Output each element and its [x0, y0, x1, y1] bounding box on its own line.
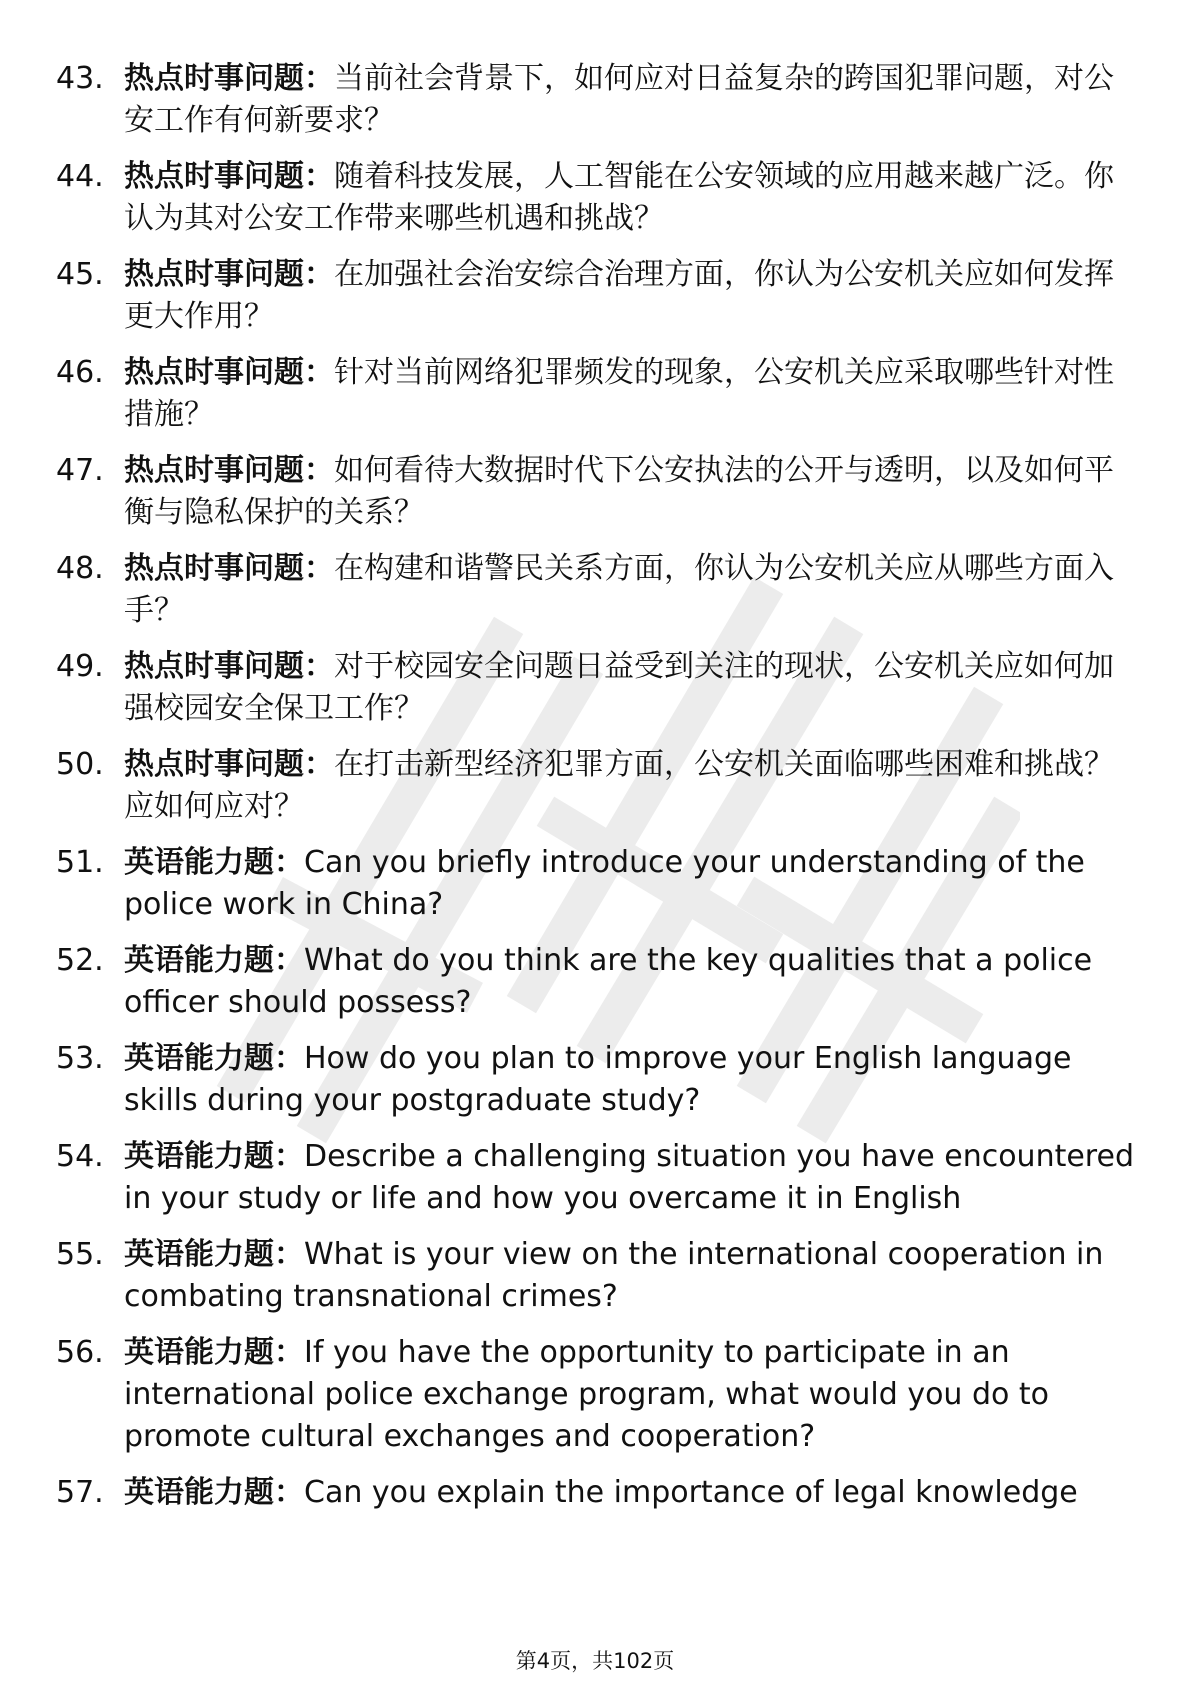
question-item [56, 1038, 1136, 1122]
question-item [56, 1234, 1136, 1318]
question-text: 针对当前网络犯罪频发的现象，公安机关应采取哪些针对性措施？ [124, 355, 1114, 432]
question-item [56, 1332, 1136, 1458]
question-item [56, 1472, 1136, 1514]
question-text: Describe a challenging situation you have encountered in your study or life and how you overcame it in English [124, 1139, 1134, 1216]
question-text: 在打击新型经济犯罪方面，公安机关面临哪些困难和挑战？应如何应对？ [124, 747, 1114, 824]
question-text: 在加强社会治安综合治理方面，你认为公安机关应如何发挥更大作用？ [124, 257, 1114, 334]
question-number: 44. [56, 159, 104, 194]
question-item [56, 352, 1136, 436]
question-item [56, 842, 1136, 926]
question-number: 56. [56, 1335, 104, 1370]
question-number: 48. [56, 551, 104, 586]
question-number: 43. [56, 61, 104, 96]
question-category: 热点时事问题： [124, 159, 334, 194]
question-item [56, 450, 1136, 534]
question-category: 英语能力题： [124, 1139, 304, 1174]
question-list [56, 58, 1136, 1514]
question-text: 如何看待大数据时代下公安执法的公开与透明，以及如何平衡与隐私保护的关系？ [124, 453, 1114, 530]
question-item [56, 1136, 1136, 1220]
question-body [124, 1332, 1136, 1458]
question-body [124, 1038, 1136, 1122]
question-body [124, 842, 1136, 926]
question-category: 英语能力题： [124, 943, 304, 978]
question-category: 英语能力题： [124, 1237, 304, 1272]
question-body [124, 254, 1136, 338]
question-category: 热点时事问题： [124, 747, 334, 782]
question-number: 47. [56, 453, 104, 488]
question-body [124, 450, 1136, 534]
page-footer: 第4页，共102页 [515, 1649, 675, 1673]
question-item [56, 58, 1136, 142]
question-category: 热点时事问题： [124, 257, 334, 292]
question-item [56, 254, 1136, 338]
question-item [56, 646, 1136, 730]
question-item [56, 156, 1136, 240]
question-body [124, 1136, 1136, 1220]
question-body [124, 646, 1136, 730]
question-text: How do you plan to improve your English language skills during your postgraduate study? [124, 1041, 1072, 1118]
question-body [124, 1234, 1136, 1318]
question-text: 对于校园安全问题日益受到关注的现状，公安机关应如何加强校园安全保卫工作？ [124, 649, 1114, 726]
question-body [124, 352, 1136, 436]
question-number: 54. [56, 1139, 104, 1174]
question-category: 英语能力题： [124, 1335, 304, 1370]
question-body [124, 548, 1136, 632]
question-category: 英语能力题： [124, 1041, 304, 1076]
question-item [56, 940, 1136, 1024]
question-number: 50. [56, 747, 104, 782]
question-number: 55. [56, 1237, 104, 1272]
question-text: 当前社会背景下，如何应对日益复杂的跨国犯罪问题，对公安工作有何新要求？ [124, 61, 1114, 138]
question-body [124, 156, 1136, 240]
question-category: 热点时事问题： [124, 61, 334, 96]
question-text: If you have the opportunity to participate in an international police exchange program, what would you do to promote cultural exchanges and cooperation? [124, 1335, 1050, 1454]
question-text: 在构建和谐警民关系方面，你认为公安机关应从哪些方面入手？ [124, 551, 1114, 628]
question-category: 热点时事问题： [124, 649, 334, 684]
question-category: 英语能力题： [124, 845, 304, 880]
question-text: 随着科技发展，人工智能在公安领域的应用越来越广泛。你认为其对公安工作带来哪些机遇和挑战？ [124, 159, 1114, 236]
question-number: 51. [56, 845, 104, 880]
question-item [56, 548, 1136, 632]
question-text: What do you think are the key qualities that a police officer should possess? [124, 943, 1093, 1020]
question-number: 45. [56, 257, 104, 292]
question-category: 英语能力题： [124, 1475, 304, 1510]
question-text: Can you briefly introduce your understanding of the police work in China? [124, 845, 1085, 922]
question-text: Can you explain the importance of legal knowledge [304, 1475, 1078, 1510]
question-number: 52. [56, 943, 104, 978]
question-category: 热点时事问题： [124, 551, 334, 586]
question-number: 53. [56, 1041, 104, 1076]
question-number: 49. [56, 649, 104, 684]
question-item [56, 744, 1136, 828]
question-body [124, 744, 1136, 828]
question-body [124, 58, 1136, 142]
question-body [124, 1472, 1136, 1514]
question-category: 热点时事问题： [124, 355, 334, 390]
question-text: What is your view on the international cooperation in combating transnational crimes? [124, 1237, 1104, 1314]
question-category: 热点时事问题： [124, 453, 334, 488]
question-body [124, 940, 1136, 1024]
question-number: 57. [56, 1475, 104, 1510]
question-number: 46. [56, 355, 104, 390]
